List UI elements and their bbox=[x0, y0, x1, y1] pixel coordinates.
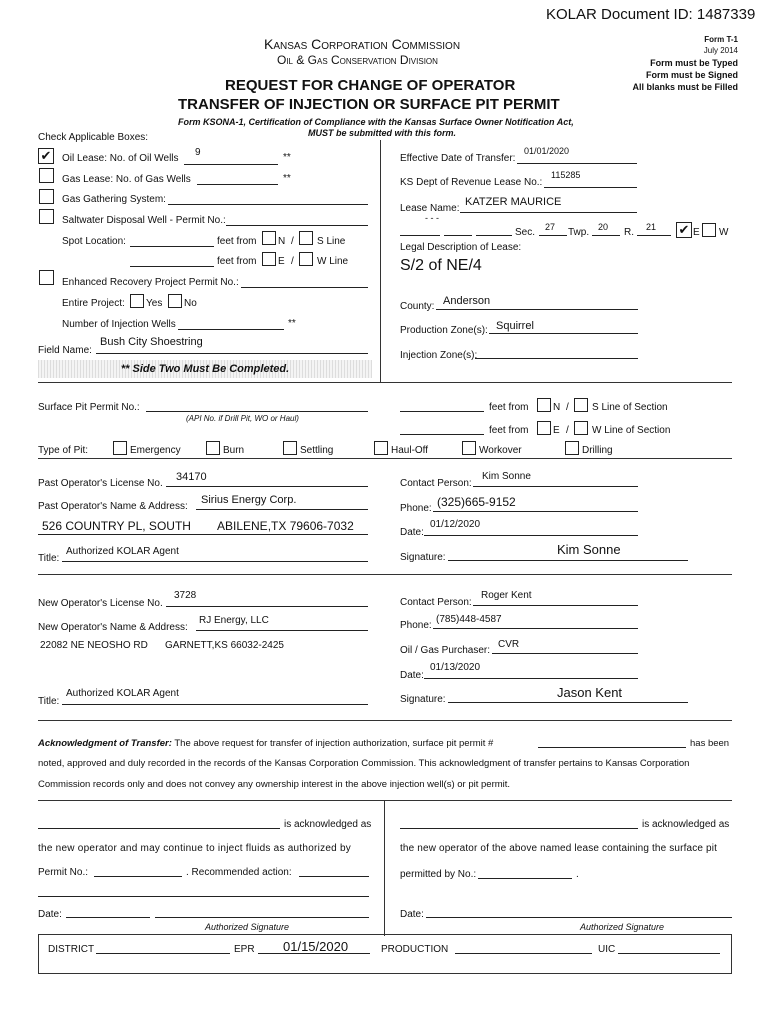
swd-permit-line[interactable] bbox=[226, 225, 368, 226]
pit-type-settling-checkbox[interactable] bbox=[283, 441, 297, 455]
legal-description-label: Legal Description of Lease: bbox=[400, 242, 522, 253]
check-icon: ✔ bbox=[678, 222, 690, 237]
agency-name: Kansas Corporation Commission bbox=[264, 36, 461, 52]
pit-e-label: E bbox=[553, 425, 560, 436]
pit-type-settling-label: Settling bbox=[300, 445, 334, 456]
document-id: KOLAR Document ID: 1487339 bbox=[546, 6, 756, 23]
pit-type-emergency-label: Emergency bbox=[130, 445, 181, 456]
spot-e-label: E bbox=[278, 256, 285, 267]
new-name-line bbox=[196, 630, 368, 631]
left-new-operator-text: the new operator and may continue to inject fluids as authorized by bbox=[38, 843, 352, 854]
new-title-line bbox=[62, 704, 368, 705]
gas-wells-line[interactable] bbox=[197, 184, 278, 185]
pit-type-drilling-checkbox[interactable] bbox=[565, 441, 579, 455]
uic-line[interactable] bbox=[618, 953, 720, 954]
injection-wells-stars: ** bbox=[288, 318, 296, 329]
oil-wells-line bbox=[184, 164, 278, 165]
injection-wells-label: Number of Injection Wells bbox=[62, 319, 176, 330]
ack-line-1 bbox=[38, 738, 493, 749]
right-permitted-by-line[interactable] bbox=[478, 878, 572, 879]
ack-permit-line[interactable] bbox=[538, 747, 686, 748]
new-name-label: New Operator's Name & Address: bbox=[38, 622, 188, 633]
spot-ew-slash: / bbox=[291, 256, 294, 267]
pit-type-label: Type of Pit: bbox=[38, 445, 89, 456]
right-is-acknowledged: is acknowledged as bbox=[642, 819, 730, 830]
left-permit-no-line[interactable] bbox=[94, 876, 182, 877]
county-line bbox=[436, 309, 638, 310]
right-date-label: Date: bbox=[400, 909, 424, 920]
qtr-line-2[interactable] bbox=[444, 235, 472, 236]
past-contact-value[interactable]: Kim Sonne bbox=[482, 471, 531, 482]
right-auth-signature: Authorized Signature bbox=[580, 922, 665, 932]
spot-w-label: W Line bbox=[317, 256, 349, 267]
pit-ew-line[interactable] bbox=[400, 434, 484, 435]
range-value[interactable]: 21 bbox=[646, 222, 657, 232]
past-title-value[interactable]: Authorized KOLAR Agent bbox=[66, 546, 179, 557]
gas-gathering-label: Gas Gathering System: bbox=[62, 194, 166, 205]
production-line[interactable] bbox=[455, 953, 592, 954]
past-license-line bbox=[166, 486, 368, 487]
gas-wells-stars: ** bbox=[283, 173, 291, 184]
new-name-value[interactable]: RJ Energy, LLC bbox=[199, 615, 269, 626]
range-line bbox=[637, 235, 671, 236]
new-signature-label: Signature: bbox=[400, 694, 446, 705]
ack-text-1: The above request for transfer of injection authorization, surface pit permit # bbox=[174, 738, 494, 749]
past-contact-label: Contact Person: bbox=[400, 478, 472, 489]
ack-text-2: noted, approved and duly recorded in the records of the Kansas Corporation Commission. This acknowledgment of transfer pertains to Kansas Corporation bbox=[38, 758, 690, 769]
all-blanks: All blanks must be Filled bbox=[632, 82, 738, 92]
past-name-value[interactable]: Sirius Energy Corp. bbox=[201, 494, 297, 506]
field-name-label: Field Name: bbox=[38, 345, 92, 356]
subtitle-line-2: MUST be submitted with this form. bbox=[308, 128, 456, 138]
lease-name-value[interactable]: KATZER MAURICE bbox=[465, 196, 562, 208]
past-name-label: Past Operator's Name & Address: bbox=[38, 501, 188, 512]
epr-date-value[interactable]: 01/15/2020 bbox=[283, 939, 349, 954]
injection-zone-line[interactable] bbox=[475, 358, 638, 359]
legal-dashes: - - - bbox=[425, 213, 439, 223]
gas-gathering-line[interactable] bbox=[168, 204, 368, 205]
new-contact-value[interactable]: Roger Kent bbox=[481, 590, 532, 601]
pit-type-burn-label: Burn bbox=[223, 445, 245, 456]
check-applicable-label: Check Applicable Boxes: bbox=[38, 132, 149, 143]
subtitle-line-1: Form KSONA-1, Certification of Compliance with the Kansas Surface Owner Notification Act, bbox=[178, 117, 574, 127]
injection-wells-line[interactable] bbox=[178, 329, 284, 330]
oil-wells-stars: ** bbox=[283, 152, 291, 163]
oil-lease-checkbox[interactable] bbox=[38, 148, 54, 164]
division-name: Oil & Gas Conservation Division bbox=[277, 53, 438, 67]
left-signature-line[interactable] bbox=[155, 917, 369, 918]
pit-ns-slash: / bbox=[566, 402, 569, 413]
field-name-value[interactable]: Bush City Shoestring bbox=[100, 336, 203, 348]
pit-type-workover-label: Workover bbox=[479, 445, 522, 456]
section-rule-ack bbox=[38, 720, 732, 721]
spot-ns-line[interactable] bbox=[130, 246, 214, 247]
spot-ew-line[interactable] bbox=[130, 266, 214, 267]
new-license-label: New Operator's License No. bbox=[38, 598, 163, 609]
range-e-label: E bbox=[693, 227, 700, 238]
new-signature-value[interactable]: Jason Kent bbox=[557, 685, 623, 700]
ack-text-3: Commission records only and does not convey any ownership interest in the above injection well(s) or pit permit. bbox=[38, 779, 511, 790]
new-phone-label: Phone: bbox=[400, 620, 432, 631]
pit-w-checkbox[interactable] bbox=[574, 421, 588, 435]
county-label: County: bbox=[400, 301, 435, 312]
past-phone-line bbox=[433, 511, 638, 512]
production-zone-label: Production Zone(s): bbox=[400, 325, 488, 336]
production-zone-value[interactable]: Squirrel bbox=[496, 320, 534, 332]
side-two-text: ** Side Two Must Be Completed. bbox=[120, 363, 290, 375]
ksdor-value[interactable]: 115285 bbox=[551, 170, 581, 180]
pit-s-checkbox[interactable] bbox=[574, 398, 588, 412]
spot-s-label: S Line bbox=[317, 236, 346, 247]
must-signed: Form must be Signed bbox=[645, 70, 738, 80]
past-license-value[interactable]: 34170 bbox=[176, 471, 207, 483]
entire-project-yes-label: Yes bbox=[146, 298, 163, 309]
pit-type-hauloff-label: Haul-Off bbox=[391, 445, 429, 456]
left-date-label: Date: bbox=[38, 909, 62, 920]
gas-gathering-checkbox[interactable] bbox=[39, 189, 54, 204]
new-city-value[interactable]: GARNETT,KS 66032-2425 bbox=[165, 640, 284, 651]
right-ack-line[interactable] bbox=[400, 828, 638, 829]
left-auth-signature: Authorized Signature bbox=[205, 922, 290, 932]
eor-permit-line[interactable] bbox=[241, 287, 368, 288]
past-signature-value[interactable]: Kim Sonne bbox=[557, 542, 621, 557]
eor-checkbox[interactable] bbox=[39, 270, 54, 285]
past-name-line bbox=[196, 509, 368, 510]
section-rule-past bbox=[38, 458, 732, 459]
lease-name-line bbox=[460, 212, 637, 213]
section-rule-new bbox=[38, 574, 732, 575]
district-line[interactable] bbox=[96, 953, 230, 954]
spot-feet-from-ew: feet from bbox=[217, 256, 257, 267]
surface-pit-label: Surface Pit Permit No.: bbox=[38, 402, 140, 413]
pit-type-hauloff-checkbox[interactable] bbox=[374, 441, 388, 455]
section-rule-pit bbox=[38, 382, 732, 383]
production-label: PRODUCTION bbox=[381, 944, 449, 955]
left-is-acknowledged: is acknowledged as bbox=[284, 819, 372, 830]
range-w-checkbox[interactable] bbox=[702, 223, 716, 237]
entire-project-yes-checkbox[interactable] bbox=[130, 294, 144, 308]
pit-s-label: S Line of Section bbox=[592, 402, 668, 413]
spot-feet-from-ns: feet from bbox=[217, 236, 257, 247]
right-permitted-period: . bbox=[576, 869, 579, 880]
new-date-label: Date: bbox=[400, 670, 424, 681]
district-label: DISTRICT bbox=[48, 944, 95, 955]
past-city-value[interactable]: ABILENE,TX 79606-7032 bbox=[217, 519, 354, 533]
past-date-value[interactable]: 01/12/2020 bbox=[430, 519, 481, 530]
injection-zone-label: Injection Zone(s): bbox=[400, 350, 478, 361]
section-rule-bottom bbox=[38, 800, 732, 801]
past-phone-value[interactable]: (325)665-9152 bbox=[437, 495, 516, 509]
pit-type-burn-checkbox[interactable] bbox=[206, 441, 220, 455]
surface-pit-api-note: (API No. if Drill Pit, WO or Haul) bbox=[186, 414, 299, 423]
left-ack-line[interactable] bbox=[38, 828, 280, 829]
swd-label: Saltwater Disposal Well - Permit No.: bbox=[62, 215, 226, 226]
past-address-line bbox=[38, 534, 368, 535]
ksdor-label: KS Dept of Revenue Lease No.: bbox=[400, 177, 543, 188]
twp-value[interactable]: 20 bbox=[598, 222, 609, 232]
legal-description-value[interactable]: S/2 of NE/4 bbox=[400, 257, 482, 274]
pit-type-emergency-checkbox[interactable] bbox=[113, 441, 127, 455]
new-date-line bbox=[424, 678, 638, 679]
ksdor-line bbox=[544, 187, 637, 188]
oil-wells-value[interactable]: 9 bbox=[195, 147, 201, 158]
past-contact-line bbox=[473, 486, 638, 487]
entire-project-no-label: No bbox=[184, 298, 197, 309]
spot-w-checkbox[interactable] bbox=[299, 252, 313, 266]
ack-heading: Acknowledgment of Transfer: bbox=[38, 738, 172, 749]
effective-date-line bbox=[517, 163, 637, 164]
new-title-label: Title: bbox=[38, 696, 60, 707]
sec-line bbox=[539, 235, 567, 236]
spot-n-checkbox[interactable] bbox=[262, 231, 276, 245]
spot-n-label: N bbox=[278, 236, 286, 247]
new-phone-line bbox=[433, 628, 638, 629]
effective-date-value[interactable]: 01/01/2020 bbox=[524, 146, 570, 156]
new-license-value[interactable]: 3728 bbox=[174, 590, 197, 601]
past-license-label: Past Operator's License No. bbox=[38, 478, 163, 489]
left-date-line[interactable] bbox=[66, 917, 150, 918]
bottom-divider bbox=[384, 800, 385, 936]
pit-feet-from-ew: feet from bbox=[489, 425, 529, 436]
form-date: July 2014 bbox=[703, 46, 738, 55]
spot-location-label: Spot Location: bbox=[62, 236, 126, 247]
new-purchaser-label: Oil / Gas Purchaser: bbox=[400, 645, 491, 656]
past-address-value[interactable]: 526 COUNTRY PL, SOUTH bbox=[42, 519, 191, 533]
county-value[interactable]: Anderson bbox=[443, 295, 491, 307]
pit-e-checkbox[interactable] bbox=[537, 421, 551, 435]
column-divider bbox=[380, 140, 381, 382]
new-phone-value[interactable]: (785)448-4587 bbox=[436, 614, 502, 625]
new-address-value[interactable]: 22082 NE NEOSHO RD bbox=[40, 640, 148, 651]
past-date-label: Date: bbox=[400, 527, 424, 538]
ack-text-1-end: has been bbox=[690, 738, 730, 749]
pit-ns-line[interactable] bbox=[400, 411, 484, 412]
range-w-label: W bbox=[719, 227, 729, 238]
check-icon: ✔ bbox=[40, 148, 52, 163]
past-title-line bbox=[62, 561, 368, 562]
pit-n-label: N bbox=[553, 402, 561, 413]
new-date-value[interactable]: 01/13/2020 bbox=[430, 662, 481, 673]
pit-w-label: W Line of Section bbox=[592, 425, 671, 436]
twp-label: Twp. bbox=[568, 227, 590, 238]
gas-lease-checkbox[interactable] bbox=[39, 168, 54, 183]
past-signature-label: Signature: bbox=[400, 552, 446, 563]
swd-checkbox[interactable] bbox=[39, 209, 54, 224]
form-code: Form T-1 bbox=[704, 35, 738, 44]
range-e-checkbox[interactable] bbox=[676, 222, 692, 238]
pit-type-drilling-label: Drilling bbox=[582, 445, 613, 456]
lease-name-label: Lease Name: bbox=[400, 203, 460, 214]
left-recommended-label: . Recommended action: bbox=[186, 867, 292, 878]
gas-lease-label: Gas Lease: No. of Gas Wells bbox=[62, 174, 191, 185]
qtr-line-1[interactable] bbox=[400, 235, 440, 236]
oil-lease-label: Oil Lease: No. of Oil Wells bbox=[62, 153, 179, 164]
new-contact-label: Contact Person: bbox=[400, 597, 472, 608]
must-typed: Form must be Typed bbox=[650, 58, 738, 68]
left-extra-line[interactable] bbox=[38, 896, 369, 897]
right-new-operator-text: the new operator of the above named lease containing the surface pit bbox=[400, 843, 718, 854]
production-zone-line bbox=[489, 333, 638, 334]
pit-feet-from-ns: feet from bbox=[489, 402, 529, 413]
pit-n-checkbox[interactable] bbox=[537, 398, 551, 412]
qtr-line-3[interactable] bbox=[476, 235, 512, 236]
new-license-line bbox=[166, 606, 368, 607]
spot-s-checkbox[interactable] bbox=[299, 231, 313, 245]
field-name-line bbox=[96, 353, 368, 354]
new-signature-line bbox=[448, 702, 688, 703]
title-line-1: REQUEST FOR CHANGE OF OPERATOR bbox=[225, 77, 516, 94]
spot-e-checkbox[interactable] bbox=[262, 252, 276, 266]
past-signature-line bbox=[448, 560, 688, 561]
uic-label: UIC bbox=[598, 944, 616, 955]
pit-type-workover-checkbox[interactable] bbox=[462, 441, 476, 455]
entire-project-no-checkbox[interactable] bbox=[168, 294, 182, 308]
past-date-line bbox=[424, 535, 638, 536]
title-line-2: TRANSFER OF INJECTION OR SURFACE PIT PERMIT bbox=[178, 96, 560, 113]
surface-pit-line[interactable] bbox=[146, 411, 368, 412]
epr-label: EPR bbox=[234, 944, 255, 955]
new-title-value[interactable]: Authorized KOLAR Agent bbox=[66, 688, 179, 699]
sec-label: Sec. bbox=[515, 227, 536, 238]
sec-value[interactable]: 27 bbox=[545, 222, 556, 232]
right-permitted-by-label: permitted by No.: bbox=[400, 869, 477, 880]
effective-date-label: Effective Date of Transfer: bbox=[400, 153, 516, 164]
pit-ew-slash: / bbox=[566, 425, 569, 436]
past-phone-label: Phone: bbox=[400, 503, 432, 514]
twp-line bbox=[592, 235, 620, 236]
left-recommended-line[interactable] bbox=[299, 876, 369, 877]
eor-label: Enhanced Recovery Project Permit No.: bbox=[62, 277, 239, 288]
new-purchaser-value[interactable]: CVR bbox=[498, 639, 520, 650]
new-contact-line bbox=[473, 605, 638, 606]
spot-ns-slash: / bbox=[291, 236, 294, 247]
range-label: R. bbox=[624, 227, 634, 238]
past-title-label: Title: bbox=[38, 553, 60, 564]
new-purchaser-line bbox=[492, 653, 638, 654]
side-two-notice bbox=[38, 360, 372, 378]
right-date-line[interactable] bbox=[426, 917, 732, 918]
entire-project-label: Entire Project: bbox=[62, 298, 125, 309]
left-permit-no-label: Permit No.: bbox=[38, 867, 89, 878]
